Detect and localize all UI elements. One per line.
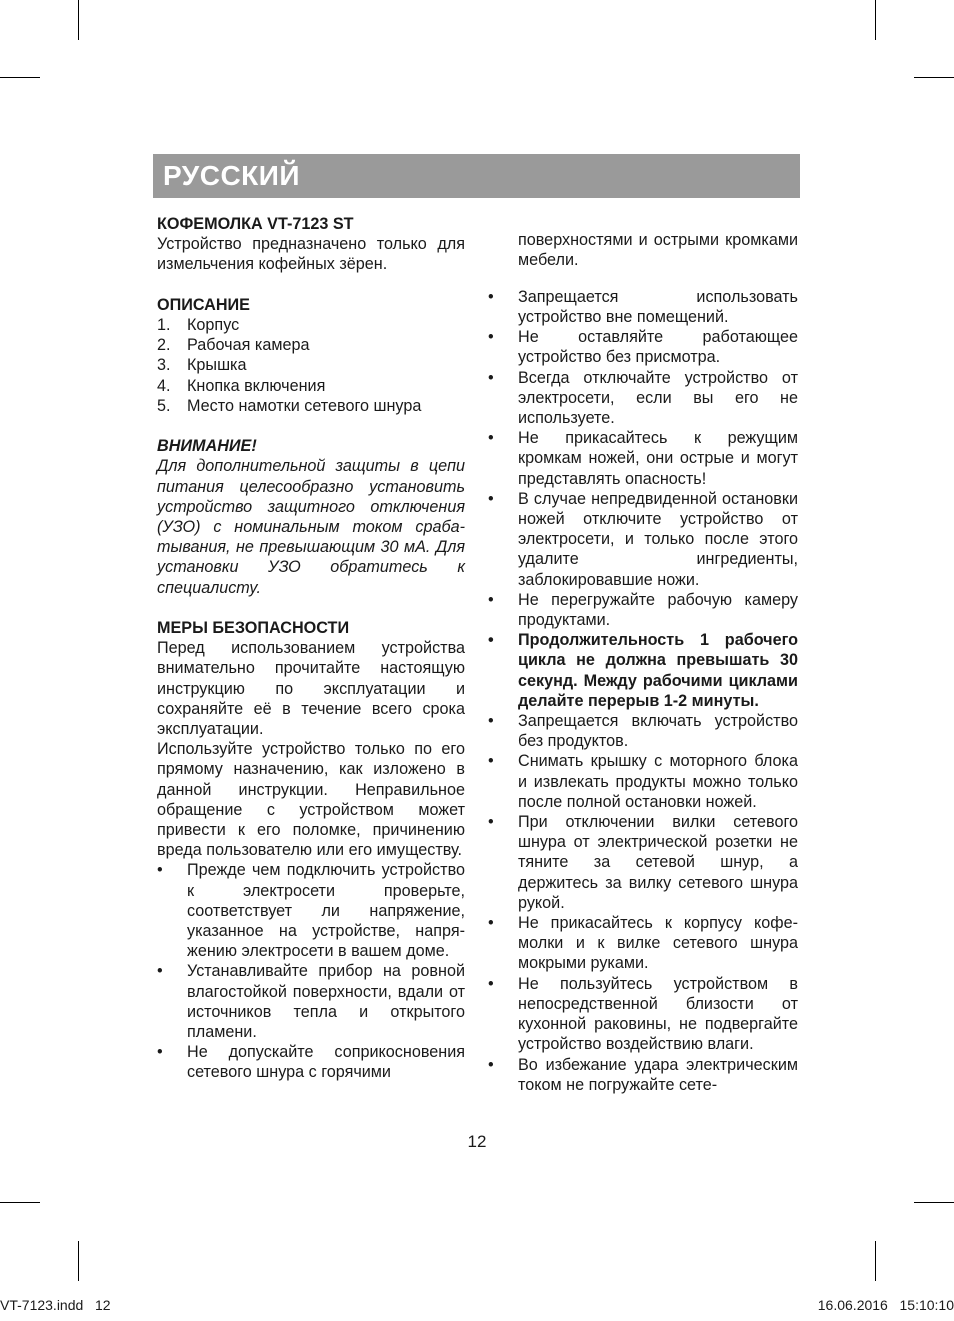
item-text: Крышка <box>187 356 247 375</box>
left-column <box>157 214 465 1083</box>
item-text: Не прикасайтесь к корпусу кофемолки и к вилке сетевого шнура мокрыми руками. <box>518 914 798 973</box>
page-number: 12 <box>467 1132 487 1151</box>
item-text: Не пользуйтесь устройством в непосредственной близости от кухонной раковины, не подвергайте устройство воздействию влаги. <box>518 974 798 1054</box>
list-item <box>157 1042 465 1082</box>
item-text: Кнопка включения <box>187 376 326 395</box>
crop-mark <box>78 1241 79 1281</box>
right-column <box>488 214 798 1095</box>
safety-heading: МЕРЫ БЕЗОПАСНОСТИ <box>157 619 350 638</box>
list-item <box>488 590 798 630</box>
list-item <box>157 396 465 416</box>
item-number: 5. <box>157 396 171 415</box>
item-text: Запрещается использовать устройство вне помещений. <box>518 287 798 326</box>
language-banner <box>153 154 800 198</box>
item-text: При отключении вилки сетевого шнура от электрической розетки не тяните за сетевой шнур, а держитесь за вилку сетевого шнура рукой. <box>518 813 798 912</box>
item-text: Во избежание удара электрическим током не погружайте сете- <box>518 1055 798 1094</box>
bullet-icon: • <box>157 1043 163 1062</box>
item-text: Устанавливайте прибор на ровной влагостойкой поверхности, вдали от источников тепла и открытого пламени. <box>187 962 465 1042</box>
bullet-continuation: поверхностями и острыми кромками мебели. <box>518 231 798 270</box>
item-number: 2. <box>157 336 171 355</box>
list-item <box>157 961 465 1042</box>
footer-timestamp: 16.06.2016 15:10:10 <box>817 1297 954 1313</box>
description-heading: ОПИСАНИЕ <box>157 295 250 314</box>
list-item <box>157 335 465 355</box>
list-item <box>157 860 465 961</box>
list-item <box>157 315 465 335</box>
item-text: Продолжительность 1 рабочего цикла не должна превышать 30 секунд. Между рабочими циклами делайте перерыв 1-2 минуты. <box>518 631 798 710</box>
item-text: Снимать крышку с моторного блока и извлекать продукты можно только после полной остановки ножей. <box>518 752 798 811</box>
bullet-icon: • <box>488 631 494 650</box>
item-text: Запрещается включать устройство без продуктов. <box>518 712 798 751</box>
footer-filename: VT-7123.indd 12 <box>0 1297 111 1313</box>
bullet-icon: • <box>488 590 494 609</box>
item-number: 4. <box>157 376 171 395</box>
item-text: Не оставляйте работающее устройство без присмотра. <box>518 328 798 367</box>
crop-mark <box>914 1202 954 1203</box>
attention-text: Для дополнительной защиты в цепи питания целесообразно установить устройство защитного отключения (УЗО) с номинальным током срабатывания, не превышающим 30 мА. Для установки УЗО обратитесь к специалисту. <box>157 457 465 597</box>
bullet-icon: • <box>488 712 494 731</box>
bullet-icon: • <box>488 368 494 387</box>
list-item <box>488 630 798 711</box>
crop-mark <box>78 0 79 40</box>
bullet-icon: • <box>488 914 494 933</box>
safety-paragraph-2: Используйте устройство только по его прямому назначению, как изложено в данной инструкции. Неправильное обращение с устройством может привести к его поломке, причинению вреда пользователю или его имуществу. <box>157 740 465 860</box>
bullet-icon: • <box>488 489 494 508</box>
list-item <box>157 355 465 375</box>
bullet-icon: • <box>488 328 494 347</box>
item-text: Корпус <box>187 316 240 334</box>
item-text: Прежде чем подключить устройство к электросети проверьте, соответствует ли напряжение, указанное на устройстве, напряжению электросети в вашем доме. <box>187 861 465 961</box>
bullet-icon: • <box>488 974 494 993</box>
crop-mark <box>875 0 876 40</box>
item-number: 1. <box>157 316 171 334</box>
list-item <box>488 913 798 974</box>
item-text: Не допускайте соприкосновения сетевого шнура с горячими <box>187 1043 465 1082</box>
list-item <box>488 327 798 367</box>
description-list <box>157 315 465 416</box>
bullet-icon: • <box>488 429 494 448</box>
crop-mark <box>0 77 40 78</box>
bullet-icon: • <box>488 752 494 771</box>
crop-mark <box>914 77 954 78</box>
crop-mark <box>875 1241 876 1281</box>
item-text: В случае непредвиденной остановки ножей отключите устройство от электросети, и только после этого удалите ингредиенты, заблокировавшие ножи. <box>518 489 798 589</box>
bullet-icon: • <box>488 1055 494 1074</box>
list-item <box>488 812 798 913</box>
item-text: Место намотки сетевого шнура <box>187 396 422 415</box>
product-intro: Устройство предназначено только для измельчения кофейных зёрен. <box>157 235 465 274</box>
item-text: Всегда отключайте устройство от электросети, если вы его не используете. <box>518 368 798 427</box>
list-item <box>488 428 798 489</box>
bullet-icon: • <box>157 962 163 981</box>
safety-list-right <box>488 287 798 1095</box>
bullet-icon: • <box>157 861 163 880</box>
attention-heading: ВНИМАНИЕ! <box>157 437 257 456</box>
list-item <box>488 751 798 812</box>
bullet-icon: • <box>488 287 494 306</box>
list-item <box>488 287 798 327</box>
item-text: Не перегружайте рабочую камеру продуктами. <box>518 590 798 630</box>
safety-list-left <box>157 860 465 1082</box>
crop-mark <box>0 1202 40 1203</box>
list-item <box>488 368 798 429</box>
list-item <box>488 711 798 751</box>
item-number: 3. <box>157 356 171 375</box>
list-item <box>488 974 798 1055</box>
bullet-icon: • <box>488 813 494 832</box>
product-title: КОФЕМОЛКА VT-7123 ST <box>157 215 354 233</box>
language-title: РУССКИЙ <box>163 160 301 191</box>
list-item <box>488 489 798 590</box>
item-text: Не прикасайтесь к режущим кромкам ножей, они острые и могут представлять опасность! <box>518 429 798 488</box>
safety-paragraph-1: Перед использованием устройства внимательно прочитайте настоящую инструкцию по эксплуатации и сохраняйте её в течение всего срока эксплуатации. <box>157 639 465 739</box>
item-text: Рабочая камера <box>187 336 310 355</box>
list-item <box>488 1055 798 1095</box>
list-item <box>157 376 465 396</box>
